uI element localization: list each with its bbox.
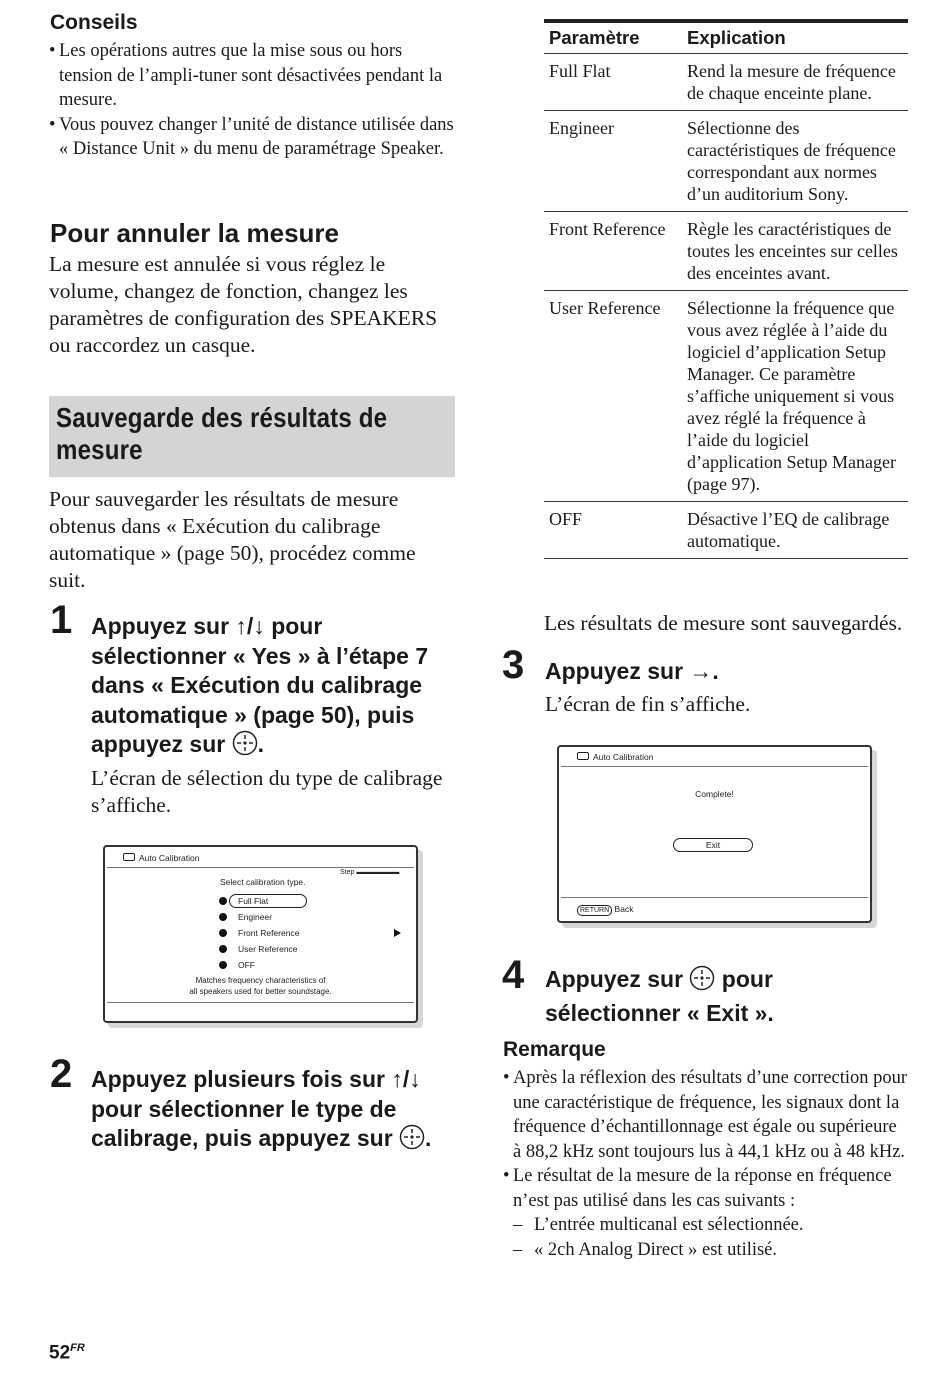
option-engineer[interactable]: Engineer (238, 912, 273, 922)
step-indicator: Step ▬▬▬▬▬▬▬ (340, 869, 399, 876)
up-down-arrows-icon: ↑/↓ (235, 613, 265, 639)
table-row (544, 54, 908, 111)
option-off[interactable]: OFF (238, 960, 255, 970)
section-intro: Pour sauvegarder les résultats de mesure obtenus dans « Exécution du calibrage automatique » (page 50), procédez comme suit. (49, 487, 416, 592)
screen1-prompt: Select calibration type. (220, 877, 306, 887)
return-key-icon: RETURN (577, 905, 612, 916)
option-bullet (219, 913, 227, 921)
option-bullet (219, 929, 227, 937)
remarque-title: Remarque (503, 1038, 606, 1061)
step2-title: Appuyez plusieurs fois sur ↑/↓ pour sélectionner le type de calibrage, puis appuyez sur . (91, 1065, 466, 1158)
remarque-item: • Le résultat de la mesure de la réponse en fréquence n’est pas utilisé dans les cas suivants : (503, 1164, 908, 1213)
enter-button-icon (399, 1124, 425, 1158)
step3-desc: L’écran de fin s’affiche. (545, 692, 751, 716)
screen2-divider (561, 766, 868, 767)
step1-title: Appuyez sur ↑/↓ pour sélectionner « Yes » à l’étape 7 dans « Exécution du calibrage automatique » (page 50), puis appuyez sur . (91, 612, 461, 764)
step3-number: 3 (502, 643, 525, 687)
explication-cell: Règle les caractéristiques de toutes les enceintes sur celles des enceintes avant. (682, 212, 908, 291)
screen2-header: Auto Calibration (577, 752, 653, 762)
explication-cell: Sélectionne la fréquence que vous avez réglée à l’aide du logiciel d’application Setup Manager. Ce paramètre s’affiche uniquement si vous avez réglé la fréquence à l’aide du logiciel d’application Setup Manager (page 97). (682, 291, 908, 502)
complete-screen (557, 745, 872, 923)
section-title-line1: Sauvegarde des résultats de (56, 402, 388, 433)
exit-button[interactable]: Exit (673, 838, 753, 852)
header-parametre: Paramètre (544, 23, 682, 54)
screen1-header: Auto Calibration (123, 853, 199, 863)
step1-number: 1 (50, 598, 73, 642)
screen1-description: Matches frequency characteristics of all speakers used for better soundstage. (189, 976, 332, 996)
step2-number: 2 (50, 1052, 73, 1096)
remarque-subitem: – L’entrée multicanal est sélectionnée. (513, 1215, 804, 1235)
table-row (544, 212, 908, 291)
step4-title: Appuyez sur pour sélectionner « Exit ». (545, 966, 774, 1026)
param-cell: User Reference (544, 291, 682, 502)
up-down-arrows-icon: ↑/↓ (391, 1066, 421, 1092)
parameter-table-grid (544, 23, 908, 559)
param-cell: Front Reference (544, 212, 682, 291)
option-bullet (219, 945, 227, 953)
page-number: $52^{FR}$ (49, 1342, 85, 1364)
step4-number: 4 (502, 953, 525, 997)
explication-cell: Rend la mesure de fréquence de chaque enceinte plane. (682, 54, 908, 111)
conseils-item: • Les opérations autres que la mise sous ou hors tension de l’ampli-tuner sont désactivées pendant la mesure. (49, 39, 459, 113)
enter-button-icon (232, 730, 258, 764)
scroll-right-arrow-icon (394, 929, 401, 937)
step1-desc: L’écran de sélection du type de calibrage s’affiche. (91, 766, 443, 817)
explication-cell: Désactive l’EQ de calibrage automatique. (682, 502, 908, 559)
remarque-item: • Après la réflexion des résultats d’une correction pour une caractéristique de fréquence, les signaux dont la fréquence d’échantillonnage est égale ou supérieure à 88,2 kHz sont toujours lus à 44,1 kHz ou à 48 kHz. (503, 1066, 908, 1164)
screen1-divider (107, 867, 414, 868)
param-cell: Full Flat (544, 54, 682, 111)
annuler-text: La mesure est annulée si vous réglez le volume, changez de fonction, changez les paramètres de configuration des SPEAKERS ou raccordez un casque. (49, 252, 438, 357)
enter-button-icon (689, 965, 715, 999)
table-header-row (544, 23, 908, 54)
table-row (544, 291, 908, 502)
param-cell: Engineer (544, 111, 682, 212)
saved-text: Les résultats de mesure sont sauvegardés. (544, 611, 903, 635)
annuler-title: Pour annuler la mesure (50, 218, 339, 248)
table-row (544, 502, 908, 559)
section-title-line2: mesure (56, 434, 143, 465)
conseils-title: Conseils (50, 11, 138, 34)
back-hint: RETURN Back (577, 904, 633, 916)
explication-cell: Sélectionne des caractéristiques de fréquence correspondant aux normes d’un auditorium Sony. (682, 111, 908, 212)
option-user-reference[interactable]: User Reference (238, 944, 298, 954)
screen2-footer-divider (561, 897, 868, 898)
option-front-reference[interactable]: Front Reference (238, 928, 300, 938)
screen1-footer-divider (107, 1002, 414, 1003)
parameter-table (544, 23, 908, 559)
option-bullet (219, 961, 227, 969)
conseils-item: • Vous pouvez changer l’unité de distance utilisée dans « Distance Unit » du menu de paramétrage Speaker. (49, 113, 459, 162)
tv-icon (123, 853, 135, 861)
complete-message: Complete! (695, 789, 734, 799)
tv-icon (577, 752, 589, 760)
remarque-list (503, 1066, 908, 1262)
calibration-type-screen (103, 845, 418, 1023)
conseils-list (49, 39, 459, 162)
right-arrow-icon: → (689, 658, 713, 684)
param-cell: OFF (544, 502, 682, 559)
section-banner (49, 396, 455, 477)
option-full-flat-selected[interactable]: Full Flat (229, 894, 307, 908)
step3-title: Appuyez sur →. (545, 658, 719, 684)
table-row (544, 111, 908, 212)
remarque-subitem: – « 2ch Analog Direct » est utilisé. (513, 1239, 778, 1260)
header-explication: Explication (682, 23, 908, 54)
option-bullet (219, 897, 227, 905)
